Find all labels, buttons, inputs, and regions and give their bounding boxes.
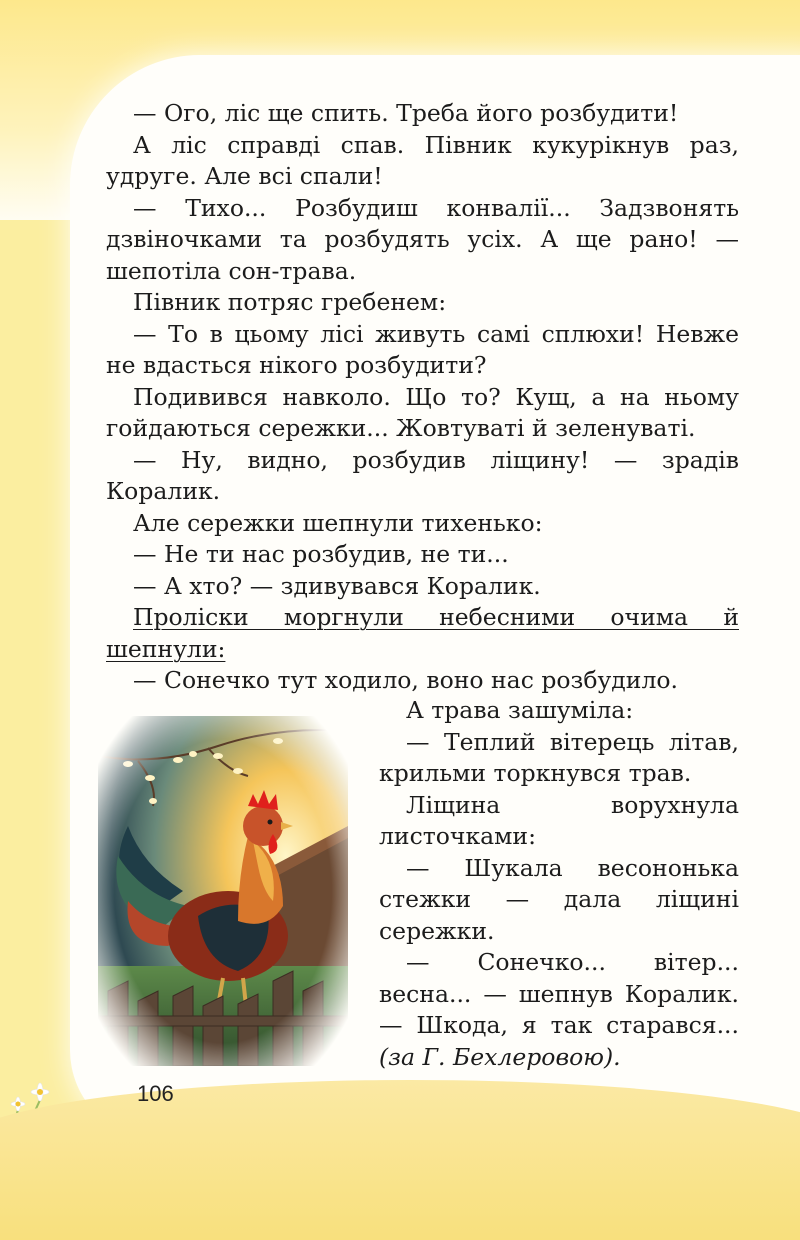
rooster-illustration	[98, 716, 348, 1066]
paragraph: — Ого, ліс ще спить. Треба його розбудити!	[133, 99, 679, 127]
paragraph: — Ну, видно, розбудив ліщину! — зрадів Коралик.	[106, 445, 739, 505]
attribution: (за Г. Бехлеровою).	[379, 1042, 621, 1071]
paragraph: — Тихо... Розбудиш конвалії... Задзвонять дзвіночками та розбудять усіх. А ще рано! — шепотіла сон-трава.	[106, 193, 739, 285]
story-text	[106, 98, 739, 697]
paragraph: Подивився навколо. Що то? Кущ, а на ньому гойдаються сережки... Жовтуваті й зеленуваті.	[106, 382, 739, 442]
paragraph: А трава зашуміла:	[406, 696, 634, 724]
paragraph: Але сережки шепнули тихенько:	[133, 508, 543, 537]
paragraph-underlined	[106, 602, 739, 665]
paragraph: Півник потряс гребенем:	[133, 288, 447, 316]
right-column-text	[379, 695, 739, 1073]
paragraph: — Теплий вітерець літав, крильми торкнувся трав.	[379, 727, 739, 787]
bottom-wave	[0, 1080, 800, 1240]
paragraph: — Сонечко тут ходило, воно нас розбудило.	[133, 666, 678, 694]
last-paragraph-text: — Сонечко... вітер... весна... — шепнув Коралик. — Шкода, я так старався...	[379, 948, 739, 1039]
paragraph: — Не ти нас розбудив, не ти...	[133, 540, 509, 568]
paragraph: — А хто? — здивувався Коралик.	[133, 571, 541, 600]
page-number: 106	[137, 1081, 174, 1106]
paragraph: — Шукала весононька стежки — дала ліщині сережки.	[379, 853, 739, 945]
underlined-text: Проліски моргнули небесними очима й шепнули:	[106, 603, 739, 663]
paragraph	[379, 947, 739, 1073]
paragraph: Ліщина ворухнула листочками:	[379, 790, 739, 850]
paragraph: А ліс справді спав. Півник кукурікнув раз, удруге. Але всі спали!	[106, 130, 739, 190]
paragraph: — То в цьому лісі живуть самі сплюхи! Невже не вдасться нікого розбудити?	[106, 319, 739, 379]
